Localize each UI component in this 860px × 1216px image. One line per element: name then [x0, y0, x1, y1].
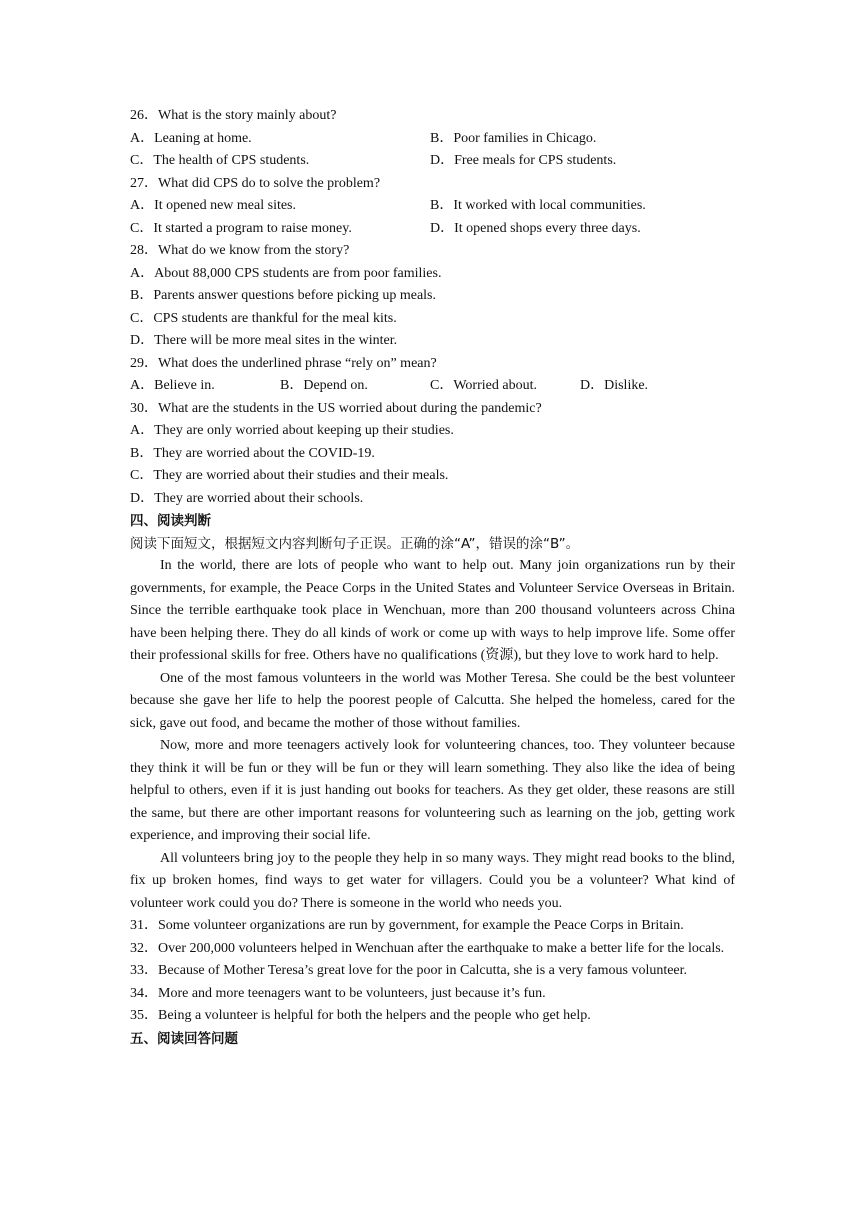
- option-c: C．Worried about.: [430, 378, 537, 393]
- option-d: D．They are worried about their schools.: [130, 490, 364, 506]
- question-27-options-2: [130, 218, 735, 241]
- question-29-stem: 29．What does the underlined phrase “rely on” mean?: [130, 355, 437, 371]
- statement-32: 32．Over 200,000 volunteers helped in Wenchuan after the earthquake to make a better life for the locals.: [130, 940, 725, 956]
- option-c: C．It started a program to raise money.: [130, 220, 352, 236]
- passage-paragraph-2: One of the most famous volunteers in the world was Mother Teresa. She could be the best volunteer because she gave her life to help the poorest people of Calcutta. She helped the homeless, cared for the sick, gave out food, and became the mother of those without families.: [130, 670, 735, 731]
- option-b: B．They are worried about the COVID-19.: [130, 445, 375, 461]
- statement-31: 31．Some volunteer organizations are run by government, for example the Peace Corps in Britain.: [130, 918, 684, 933]
- passage-paragraph-4: All volunteers bring joy to the people they help in so many ways. They might read books to the blind, fix up broken homes, find ways to get water for villagers. Could you be a volunteer? What kind of volunteer work could you do? There is someone in the world who needs you.: [130, 850, 735, 911]
- passage-paragraph-3: Now, more and more teenagers actively look for volunteering chances, too. They volunteer because they think it will be fun or they will be fun or they will learn something. They also like the idea of being helpful to others, even if it is just handing out books for teachers. As they get older, these reasons are still the same, but there are other important reasons for volunteering such as learning on the job, getting work experience, and improving their social life.: [130, 738, 735, 843]
- option-d: D．Dislike.: [580, 378, 649, 393]
- question-27-stem: 27．What did CPS do to solve the problem?: [130, 175, 381, 191]
- option-a: A．About 88,000 CPS students are from poor families.: [130, 265, 442, 281]
- option-a: A．It opened new meal sites.: [130, 198, 297, 213]
- section-5-heading: 五、阅读回答问题: [130, 1030, 238, 1047]
- option-d: D．It opened shops every three days.: [430, 220, 641, 236]
- option-b: B．Poor families in Chicago.: [430, 130, 597, 146]
- question-26-stem: 26．What is the story mainly about?: [130, 108, 337, 123]
- statement-34: 34．More and more teenagers want to be volunteers, just because it’s fun.: [130, 985, 546, 1001]
- option-b: B．Depend on.: [280, 378, 368, 393]
- option-b: B．Parents answer questions before picking up meals.: [130, 288, 436, 303]
- option-a: A．They are only worried about keeping up their studies.: [130, 423, 454, 438]
- question-30-stem: 30．What are the students in the US worried about during the pandemic?: [130, 400, 542, 416]
- statement-35: 35．Being a volunteer is helpful for both the helpers and the people who get help.: [130, 1008, 591, 1023]
- section-4-heading: 四、阅读判断: [130, 513, 211, 529]
- question-27-options: [130, 195, 735, 218]
- option-a: A．Believe in.: [130, 378, 215, 393]
- option-a: A．Leaning at home.: [130, 130, 252, 146]
- option-c: C．They are worried about their studies and their meals.: [130, 468, 449, 483]
- question-28-stem: 28．What do we know from the story?: [130, 243, 350, 258]
- option-d: D．There will be more meal sites in the winter.: [130, 333, 398, 348]
- option-c: C．The health of CPS students.: [130, 153, 310, 168]
- section-4-instruction: 阅读下面短文，根据短文内容判断句子正误。正确的涂“A”，错误的涂“B”。: [130, 535, 580, 552]
- statement-33: 33．Because of Mother Teresa’s great love for the poor in Calcutta, she is a very famous volunteer.: [130, 963, 688, 978]
- option-c: C．CPS students are thankful for the meal kits.: [130, 310, 397, 326]
- option-d: D．Free meals for CPS students.: [430, 153, 617, 168]
- option-b: B．It worked with local communities.: [430, 198, 646, 213]
- question-26-options: [130, 128, 735, 151]
- question-26-options-2: [130, 150, 735, 173]
- document-page: [130, 105, 735, 1050]
- question-29-options: [130, 375, 735, 398]
- passage-paragraph-1: In the world, there are lots of people who want to help out. Many join organizations run by their governments, for example, the Peace Corps in the United States and Volunteer Service Overseas in Britain. Since the terrible earthquake took place in Wenchuan, more than 200 thousand volunteers across China have been helping there. They do all kinds of work or come up with ways to help improve life. Some offer their professional skills for free. Others have no qualifications (资源), but they love to work hard to help.: [130, 558, 735, 663]
